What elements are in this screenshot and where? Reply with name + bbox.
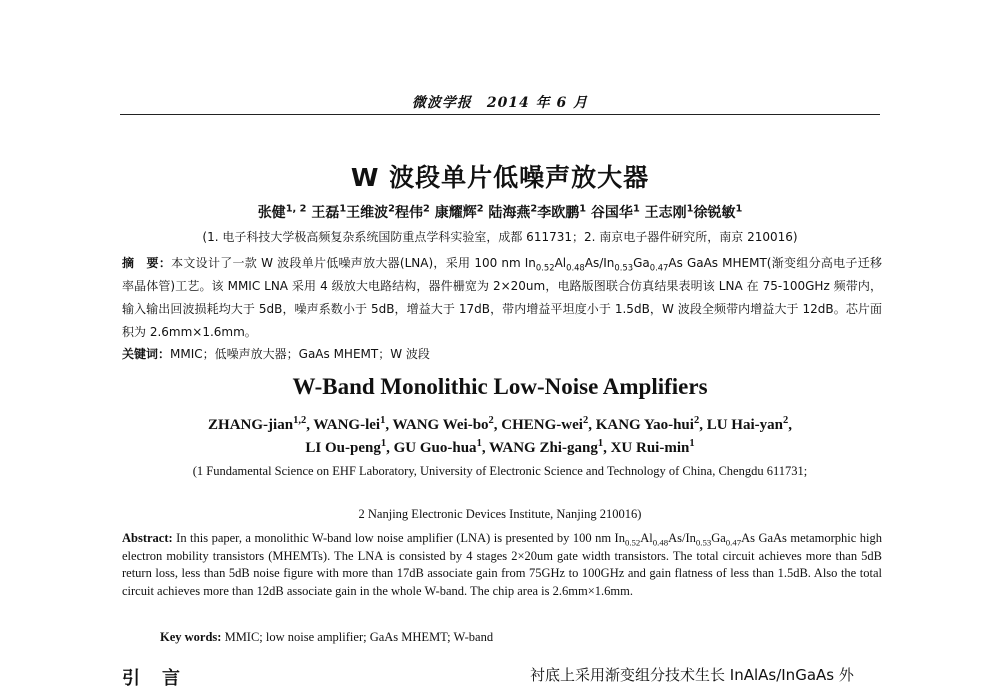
keywords-chinese-text: MMIC；低噪声放大器；GaAs MHEMT；W 波段	[170, 347, 430, 361]
keywords-chinese	[122, 345, 882, 362]
affiliation-english-2: 2 Nanjing Electronic Devices Institute, Nanjing 210016)	[358, 507, 642, 521]
journal-header: 微波学报 2014 年 6 月	[411, 95, 589, 111]
authors-english: ZHANG-jian$^{1,2}$, WANG-lei$^1$, WANG Wei-$bo^2$, CHENG-wei$^2$, KANG Yao-hui$^2$, LU Hai-yan$^2$, LI Ou-peng$^1$, GU Guo-hua$^1$, WANG Zhi-gang$^1$, XU Rui-$\min^1$	[208, 415, 792, 456]
header-rule	[120, 114, 880, 115]
title-chinese: W 波段单片低噪声放大器	[350, 163, 650, 192]
abstract-english-label: Abstract:	[122, 531, 173, 545]
title-english: W-Band Monolithic Low-Noise Amplifiers	[292, 374, 708, 399]
section-heading-introduction: 引言	[122, 668, 202, 689]
abstract-chinese-text: 本文设计了一款 W 波段单片低噪声放大器(LNA)，采用 100 nm $In_{0.52}Al_{0.48}As/In_{0.53}Ga_{0.47}As$ GaAs MHEMT(渐变组分高电子迁移率晶体管)工艺。该 MMIC LNA 采用 4 级放大电路结构，器件栅宽为 2×20um，电路版图联合仿真结果表明该 LNA 在 75-100GHz 频带内，输入输出回波损耗均大于 5dB，噪声系数小于 5dB，增益大于 17dB，带内增益平坦度小于 1.5dB，W 波段全频带内增益大于 12dB。芯片面积为 2.6mm×1.6mm。	[122, 256, 882, 339]
abstract-english	[122, 530, 882, 600]
keywords-english-label: Key words:	[160, 630, 222, 644]
body-text-fragment: 衬底上采用渐变组分技术生长 InAlAs/InGaAs 外	[530, 666, 854, 684]
keywords-english	[160, 630, 880, 645]
affiliation-english-1: (1 Fundamental Science on EHF Laboratory, University of Electronic Science and Technology of China, Chengdu 611731;	[192, 464, 808, 478]
keywords-english-text: MMIC; low noise amplifier; GaAs MHEMT; W-band	[224, 630, 494, 644]
abstract-chinese	[122, 252, 882, 344]
authors-chinese: 张健$^{1, 2}$ 王磊$^1$王维波$^2$程伟$^2$ 康耀辉$^2$ 陆海燕$^2$李欧鹏$^1$ 谷国华$^1$ 王志刚$^1$徐锐敏$^1$	[257, 203, 743, 221]
affiliation-chinese: (1. 电子科技大学极高频复杂系统国防重点学科实验室，成都 611731；2. 南京电子器件研究所，南京 210016)	[202, 230, 798, 244]
abstract-chinese-label: 摘 要：	[122, 256, 172, 270]
keywords-chinese-label: 关键词：	[122, 347, 171, 361]
abstract-english-text: In this paper, a monolithic W-band low noise amplifier (LNA) is presented by 100 nm $In_{0.52}Al_{0.48}As/In_{0.53}Ga_{0.47}As$ GaAs metamorphic high electron mobility transistors (MHEMTs). The LNA is consisted by 4 stages 2×20um gate width transistors. The total circuit achieves more than 5dB return loss, less than 5dB noise figure with more than 17dB associate gain from 75GHz to 100GHz and gain flatness of less than 1.5dB. Also the total circuit achieves more than 12dB associate gain in the whole W-band. The chip area is 2.6mm×1.6mm.	[122, 531, 883, 598]
